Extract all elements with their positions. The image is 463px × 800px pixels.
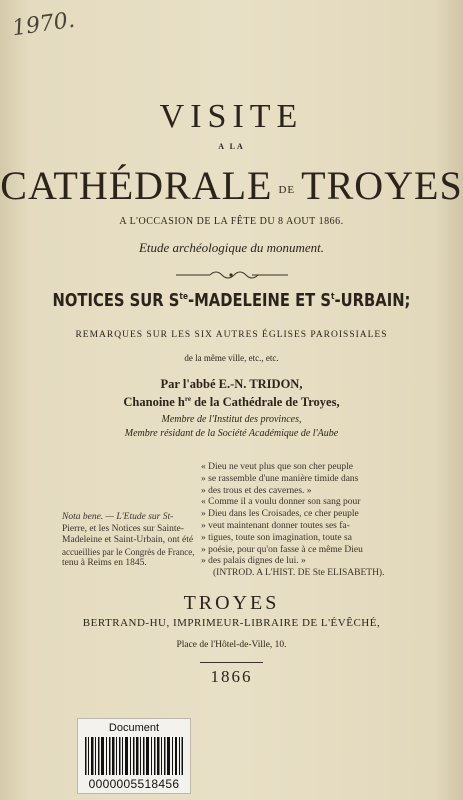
quote-line: » tigues, toute son imagination, toute sa <box>201 532 352 543</box>
year-divider <box>200 662 263 663</box>
meme-ville-line: de la même ville, etc., etc. <box>184 353 279 363</box>
title-visite: VISITE <box>159 98 304 135</box>
imprint-year: 1866 <box>210 667 253 686</box>
author-line: Par l'abbé E.-N. TRIDON, <box>160 377 303 391</box>
nota-line: Madeleine et Saint-Urbain, ont été <box>62 535 194 546</box>
quote-line: » veut maintenant donner toutes ses fa- <box>201 520 350 531</box>
barcode-icon <box>84 737 184 775</box>
barcode-label <box>77 718 191 794</box>
imprint-city: TROYES <box>183 592 280 614</box>
title-de: DE <box>278 183 296 196</box>
handwritten-shelfmark: 1970. <box>10 7 77 42</box>
ornament-divider-icon <box>0 268 463 282</box>
author-title-line: Chanoine $h^{re}$ de la Cathédrale de Troyes, <box>123 395 340 410</box>
notices-heading: NOTICES SUR $S^{te}$-MADELEINE ET $S^t$-URBAIN; <box>52 290 411 311</box>
quote-line: « Comme il a voulu donner son sang pour <box>201 497 361 508</box>
nota-line: accueillies par le Congrès de France, <box>62 546 195 557</box>
nota-line: Pierre, et les Notices sur Sainte- <box>62 523 184 534</box>
imprint-printer: BERTRAND-HU, IMPRIMEUR-LIBRAIRE DE L'ÉVÊCHÉ, <box>82 617 381 629</box>
nota-bene-note <box>62 512 195 570</box>
quote-line: » des trous et des cavernes. » <box>201 485 312 496</box>
nota-line: tenu à Reims en 1845. <box>62 558 147 569</box>
epigraph-quote <box>201 462 391 580</box>
title-a-la: A LA <box>218 142 245 151</box>
quote-line: » Dieu dans les Croisades, ce cher peuple <box>201 509 359 520</box>
title-troyes: TROYES <box>301 163 463 208</box>
remarques-line: REMARQUES SUR LES SIX AUTRES ÉGLISES PAROISSIALES <box>75 330 388 340</box>
quote-line: » poésie, pour qu'on fasse à ce même Dieu <box>201 544 363 555</box>
quote-source: (INTROD. A L'HIST. DE Ste ELISABETH). <box>213 568 385 579</box>
author-membership-2: Membre résidant de la Société Académique de l'Aube <box>124 428 339 439</box>
nota-line: Nota bene. — L'Etude sur St- <box>62 512 174 522</box>
ornament-divider <box>0 268 463 282</box>
title-cathedrale-word: CATHÉDRALE <box>0 163 273 208</box>
quote-line: » se rassemble d'une manière timide dans <box>201 473 359 484</box>
occasion-line: A L'OCCASION DE LA FÊTE DU 8 AOUT 1866. <box>119 216 344 227</box>
quote-line: « Dieu ne veut plus que son cher peuple <box>201 462 353 472</box>
author-membership-1: Membre de l'Institut des provinces, <box>161 414 302 425</box>
barcode-number: 0000005518456 <box>88 777 180 791</box>
quote-line: » des palais dignes de lui. » <box>201 556 306 567</box>
subtitle-etude: Etude archéologique du monument. <box>138 240 325 255</box>
barcode-title: Document <box>108 722 160 734</box>
title-cathedrale <box>0 162 463 209</box>
imprint-address: Place de l'Hôtel-de-Ville, 10. <box>176 640 287 650</box>
